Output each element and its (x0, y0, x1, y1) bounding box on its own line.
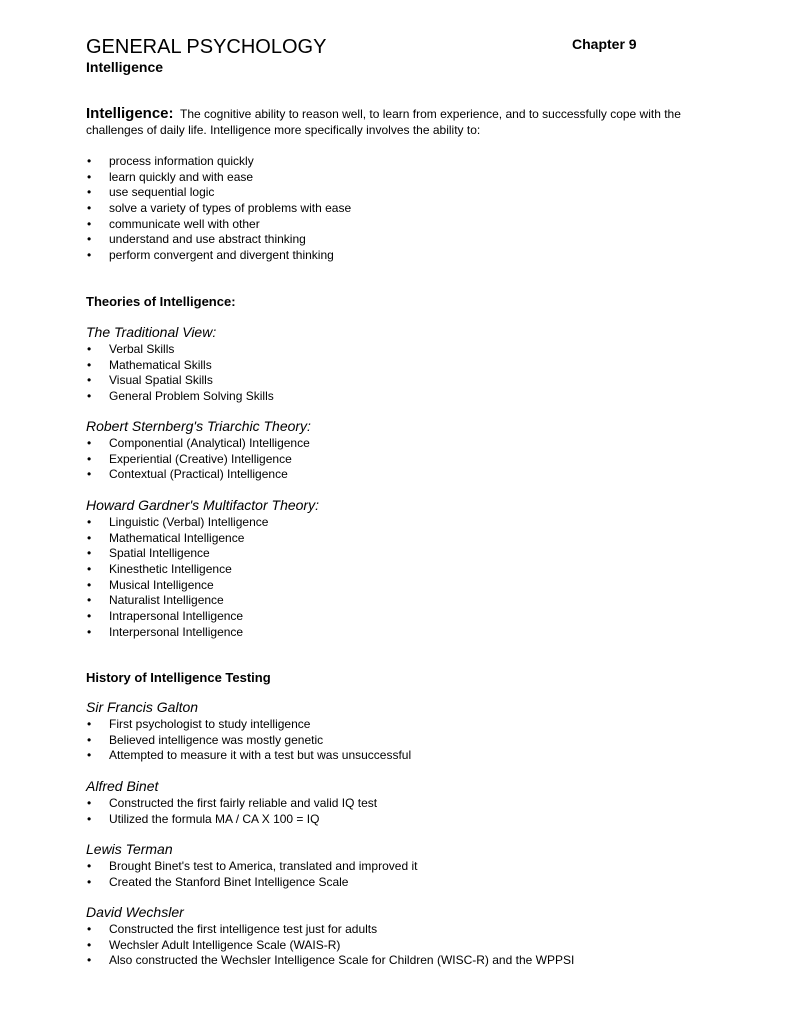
list-item: • Intrapersonal Intelligence (86, 609, 268, 625)
list-item: • Believed intelligence was mostly genetic (86, 733, 411, 749)
definition-text: The cognitive ability to reason well, to learn from experience, and to successfully cope with the challenges of daily life. Intelligence more specifically involves the ability to: (86, 107, 681, 137)
list-item: • Visual Spatial Skills (86, 373, 274, 389)
section-subtitle: Intelligence (86, 59, 164, 75)
traditional-view-title: The Traditional View: (86, 324, 217, 340)
chapter-label: Chapter 9 (572, 36, 637, 52)
list-item: • Linguistic (Verbal) Intelligence (86, 515, 268, 531)
list-item: • Musical Intelligence (86, 578, 268, 594)
list-item: • Wechsler Adult Intelligence Scale (WAIS-R) (86, 938, 574, 954)
list-item: • process information quickly (86, 154, 351, 170)
sternberg-title: Robert Sternberg's Triarchic Theory: (86, 418, 311, 434)
wechsler-list (86, 922, 574, 969)
galton-list (86, 717, 411, 764)
traditional-view-list (86, 342, 274, 405)
gardner-title: Howard Gardner's Multifactor Theory: (86, 497, 319, 513)
terman-title: Lewis Terman (86, 841, 173, 857)
list-item: • communicate well with other (86, 217, 351, 233)
list-item: • use sequential logic (86, 185, 351, 201)
course-title: GENERAL PSYCHOLOGY (86, 36, 327, 58)
list-item: • Interpersonal Intelligence (86, 625, 268, 641)
list-item: • Componential (Analytical) Intelligence (86, 436, 310, 452)
list-item: • Kinesthetic Intelligence (86, 562, 268, 578)
list-item: • Created the Stanford Binet Intelligence Scale (86, 875, 417, 891)
theories-heading: Theories of Intelligence: (86, 294, 236, 309)
binet-list (86, 796, 377, 827)
binet-title: Alfred Binet (86, 778, 159, 794)
intelligence-definition (86, 106, 716, 138)
list-item: • Constructed the first fairly reliable and valid IQ test (86, 796, 377, 812)
list-item: • Brought Binet's test to America, translated and improved it (86, 859, 417, 875)
list-item: • Attempted to measure it with a test but was unsuccessful (86, 748, 411, 764)
history-heading: History of Intelligence Testing (86, 670, 271, 685)
list-item: • Verbal Skills (86, 342, 274, 358)
list-item: • Mathematical Skills (86, 358, 274, 374)
definition-term: Intelligence: (86, 105, 174, 122)
list-item: • perform convergent and divergent thinking (86, 248, 351, 264)
list-item: • Experiential (Creative) Intelligence (86, 452, 310, 468)
list-item: • understand and use abstract thinking (86, 232, 351, 248)
gardner-list (86, 515, 268, 641)
list-item: • Mathematical Intelligence (86, 531, 268, 547)
list-item: • Constructed the first intelligence test just for adults (86, 922, 574, 938)
list-item: • Spatial Intelligence (86, 546, 268, 562)
wechsler-title: David Wechsler (86, 904, 184, 920)
list-item: • Also constructed the Wechsler Intelligence Scale for Children (WISC-R) and the WPPSI (86, 953, 574, 969)
list-item: • Contextual (Practical) Intelligence (86, 467, 310, 483)
list-item: • Naturalist Intelligence (86, 593, 268, 609)
galton-title: Sir Francis Galton (86, 699, 199, 715)
list-item: • learn quickly and with ease (86, 170, 351, 186)
sternberg-list (86, 436, 310, 483)
list-item: • General Problem Solving Skills (86, 389, 274, 405)
list-item: • First psychologist to study intelligence (86, 717, 411, 733)
terman-list (86, 859, 417, 890)
abilities-list (86, 154, 351, 264)
list-item: • solve a variety of types of problems with ease (86, 201, 351, 217)
list-item: • Utilized the formula MA / CA X 100 = IQ (86, 812, 377, 828)
